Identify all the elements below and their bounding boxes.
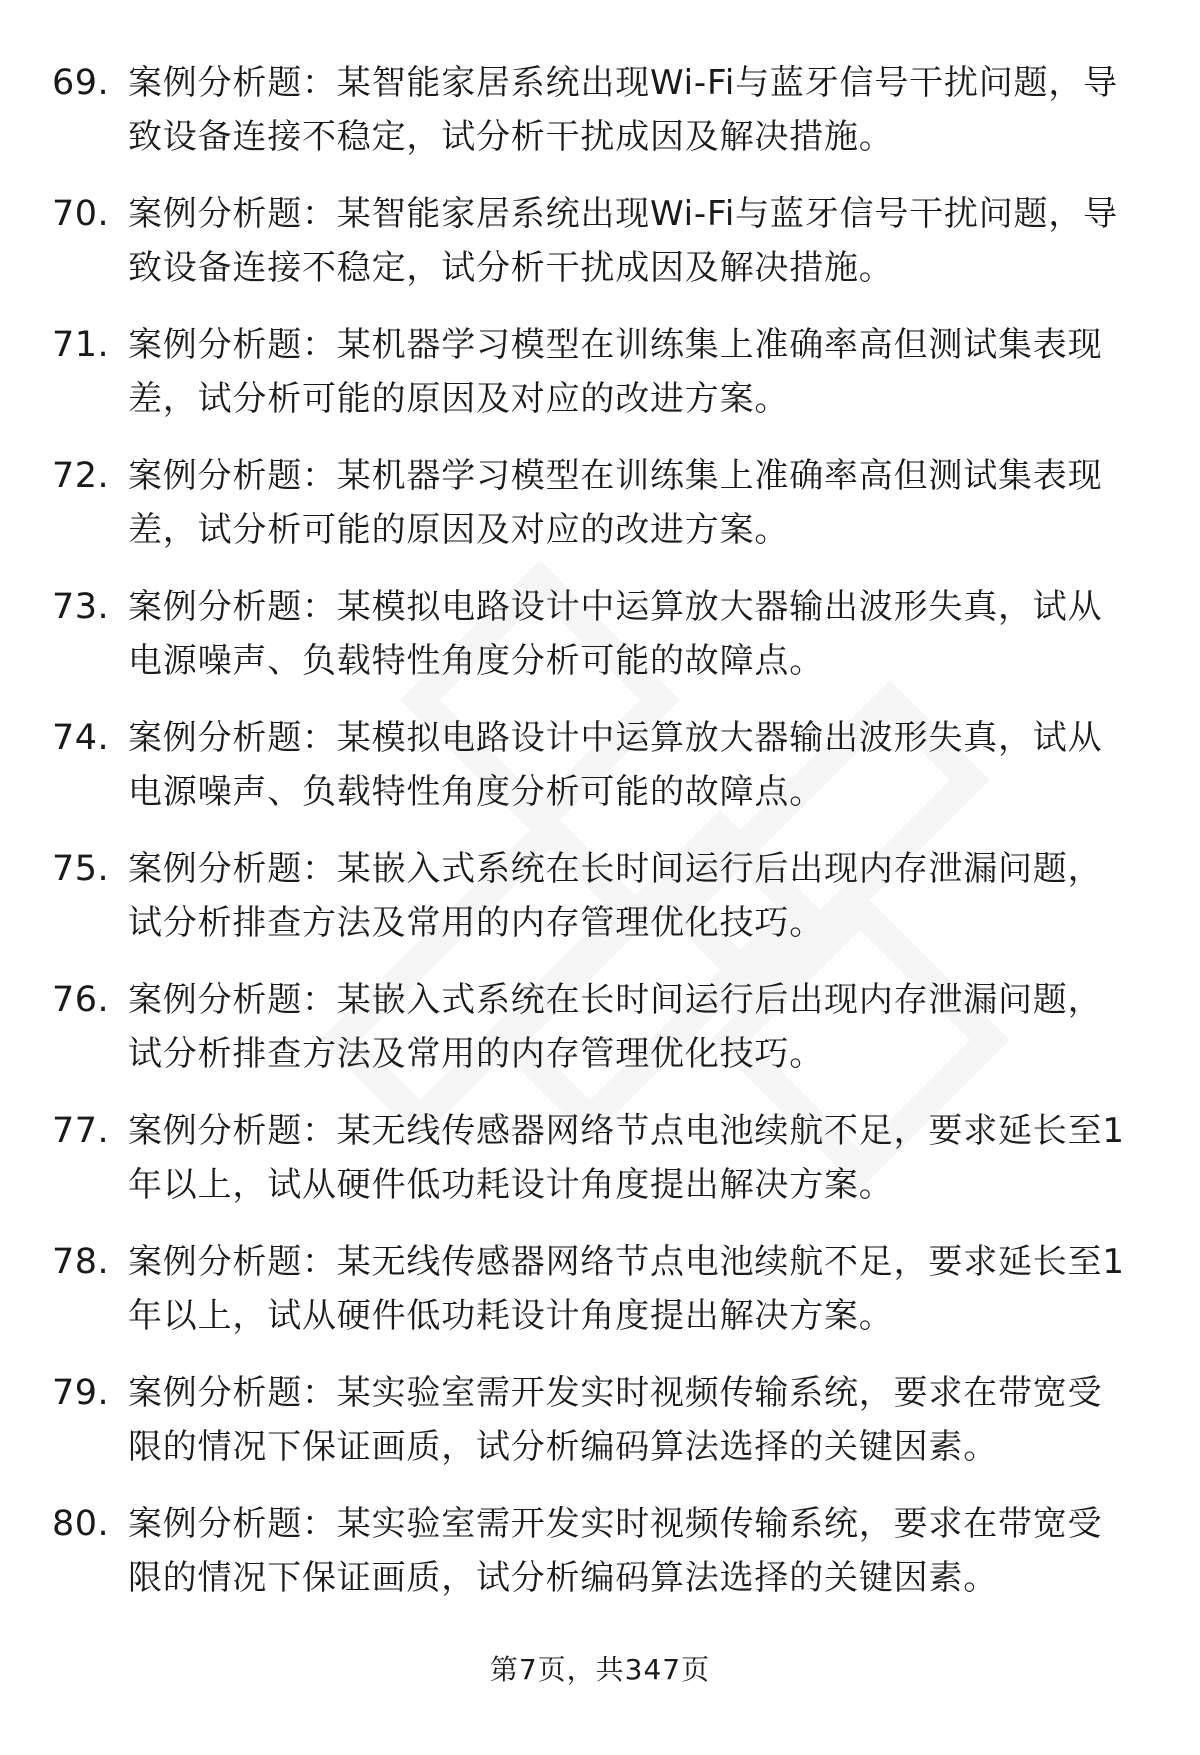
- question-item-75: [52, 842, 1162, 973]
- question-item-80: [52, 1497, 1162, 1628]
- question-text: 案例分析题：某无线传感器网络节点电池续航不足，要求延长至1年以上，试从硬件低功耗设计角度提出解决方案。: [128, 1111, 1125, 1205]
- question-item-69: [52, 56, 1162, 187]
- question-item-77: [52, 1104, 1162, 1235]
- question-item-70: [52, 187, 1162, 318]
- question-text: 案例分析题：某实验室需开发实时视频传输系统，要求在带宽受限的情况下保证画质，试分析编码算法选择的关键因素。: [128, 1373, 1103, 1467]
- question-list: [52, 56, 1162, 1628]
- question-text: 案例分析题：某模拟电路设计中运算放大器输出波形失真，试从电源噪声、负载特性角度分析可能的故障点。: [128, 587, 1103, 681]
- question-text: 案例分析题：某模拟电路设计中运算放大器输出波形失真，试从电源噪声、负载特性角度分析可能的故障点。: [128, 718, 1103, 812]
- question-text: 案例分析题：某机器学习模型在训练集上准确率高但测试集表现差，试分析可能的原因及对应的改进方案。: [128, 456, 1103, 550]
- question-number: 74.: [52, 718, 110, 758]
- question-text: 案例分析题：某嵌入式系统在长时间运行后出现内存泄漏问题，试分析排查方法及常用的内存管理优化技巧。: [128, 849, 1103, 943]
- question-item-71: [52, 318, 1162, 449]
- question-number: 70.: [52, 194, 110, 234]
- question-number: 76.: [52, 980, 110, 1020]
- question-number: 78.: [52, 1242, 110, 1282]
- question-text: 案例分析题：某智能家居系统出现Wi-Fi与蓝牙信号干扰问题，导致设备连接不稳定，试分析干扰成因及解决措施。: [128, 194, 1118, 288]
- question-text: 案例分析题：某嵌入式系统在长时间运行后出现内存泄漏问题，试分析排查方法及常用的内存管理优化技巧。: [128, 980, 1103, 1074]
- question-number: 79.: [52, 1373, 110, 1413]
- question-text: 案例分析题：某无线传感器网络节点电池续航不足，要求延长至1年以上，试从硬件低功耗设计角度提出解决方案。: [128, 1242, 1125, 1336]
- question-number: 71.: [52, 325, 110, 365]
- question-number: 69.: [52, 63, 110, 103]
- question-text: 案例分析题：某智能家居系统出现Wi-Fi与蓝牙信号干扰问题，导致设备连接不稳定，试分析干扰成因及解决措施。: [128, 63, 1118, 157]
- question-number: 72.: [52, 456, 110, 496]
- question-number: 80.: [52, 1504, 110, 1544]
- question-item-72: [52, 449, 1162, 580]
- question-number: 77.: [52, 1111, 110, 1151]
- question-number: 75.: [52, 849, 110, 889]
- question-item-79: [52, 1366, 1162, 1497]
- question-item-73: [52, 580, 1162, 711]
- question-item-74: [52, 711, 1162, 842]
- question-text: 案例分析题：某机器学习模型在训练集上准确率高但测试集表现差，试分析可能的原因及对应的改进方案。: [128, 325, 1103, 419]
- question-item-76: [52, 973, 1162, 1104]
- question-item-78: [52, 1235, 1162, 1366]
- question-text: 案例分析题：某实验室需开发实时视频传输系统，要求在带宽受限的情况下保证画质，试分析编码算法选择的关键因素。: [128, 1504, 1103, 1598]
- page-number-footer: 第7页，共347页: [489, 1653, 711, 1686]
- question-number: 73.: [52, 587, 110, 627]
